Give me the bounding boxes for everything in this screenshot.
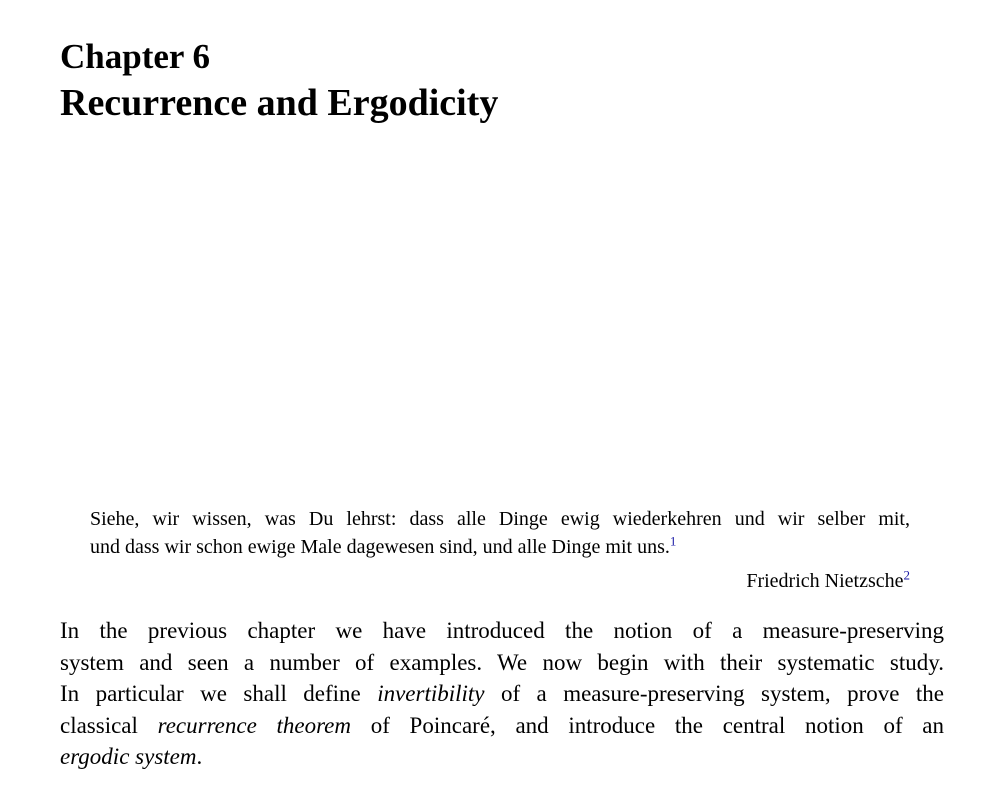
chapter-label: Chapter 6 — [60, 37, 211, 76]
epigraph-line: und dass wir schon ewige Male dagewesen sind, und alle Dinge mit uns.$^1$ — [90, 533, 677, 558]
term-invertibility: invertibility — [377, 681, 485, 706]
epigraph-author: Friedrich Nietzsche — [746, 570, 904, 592]
intro-paragraph — [60, 615, 944, 773]
epigraph — [90, 505, 910, 595]
epigraph-attribution — [90, 567, 910, 595]
chapter-title: Recurrence and Ergodicity — [60, 82, 499, 124]
paragraph-line: In particular we shall define invertibility of a measure-preserving system, prove the — [60, 681, 944, 706]
epigraph-line: Siehe, wir wissen, was Du lehrst: dass alle Dinge ewig wiederkehren und wir selber mit, — [90, 508, 910, 530]
term-recurrence-theorem: recurrence theorem — [157, 712, 352, 738]
footnote-link-2[interactable]: 2 — [903, 567, 910, 583]
paragraph-line: In the previous chapter we have introduced the notion of a measure-preserving — [60, 618, 944, 643]
paragraph-line: ergodic system. — [60, 744, 203, 769]
paragraph-line: classical recurrence theorem of Poincaré, and introduce the central notion of an — [60, 712, 945, 738]
epigraph-quote — [90, 505, 910, 561]
footnote-link-1[interactable]: 1 — [669, 533, 677, 549]
paragraph-line: system and seen a number of examples. We now begin with their systematic study. — [60, 649, 944, 675]
term-ergodic-system: ergodic system — [60, 744, 197, 769]
